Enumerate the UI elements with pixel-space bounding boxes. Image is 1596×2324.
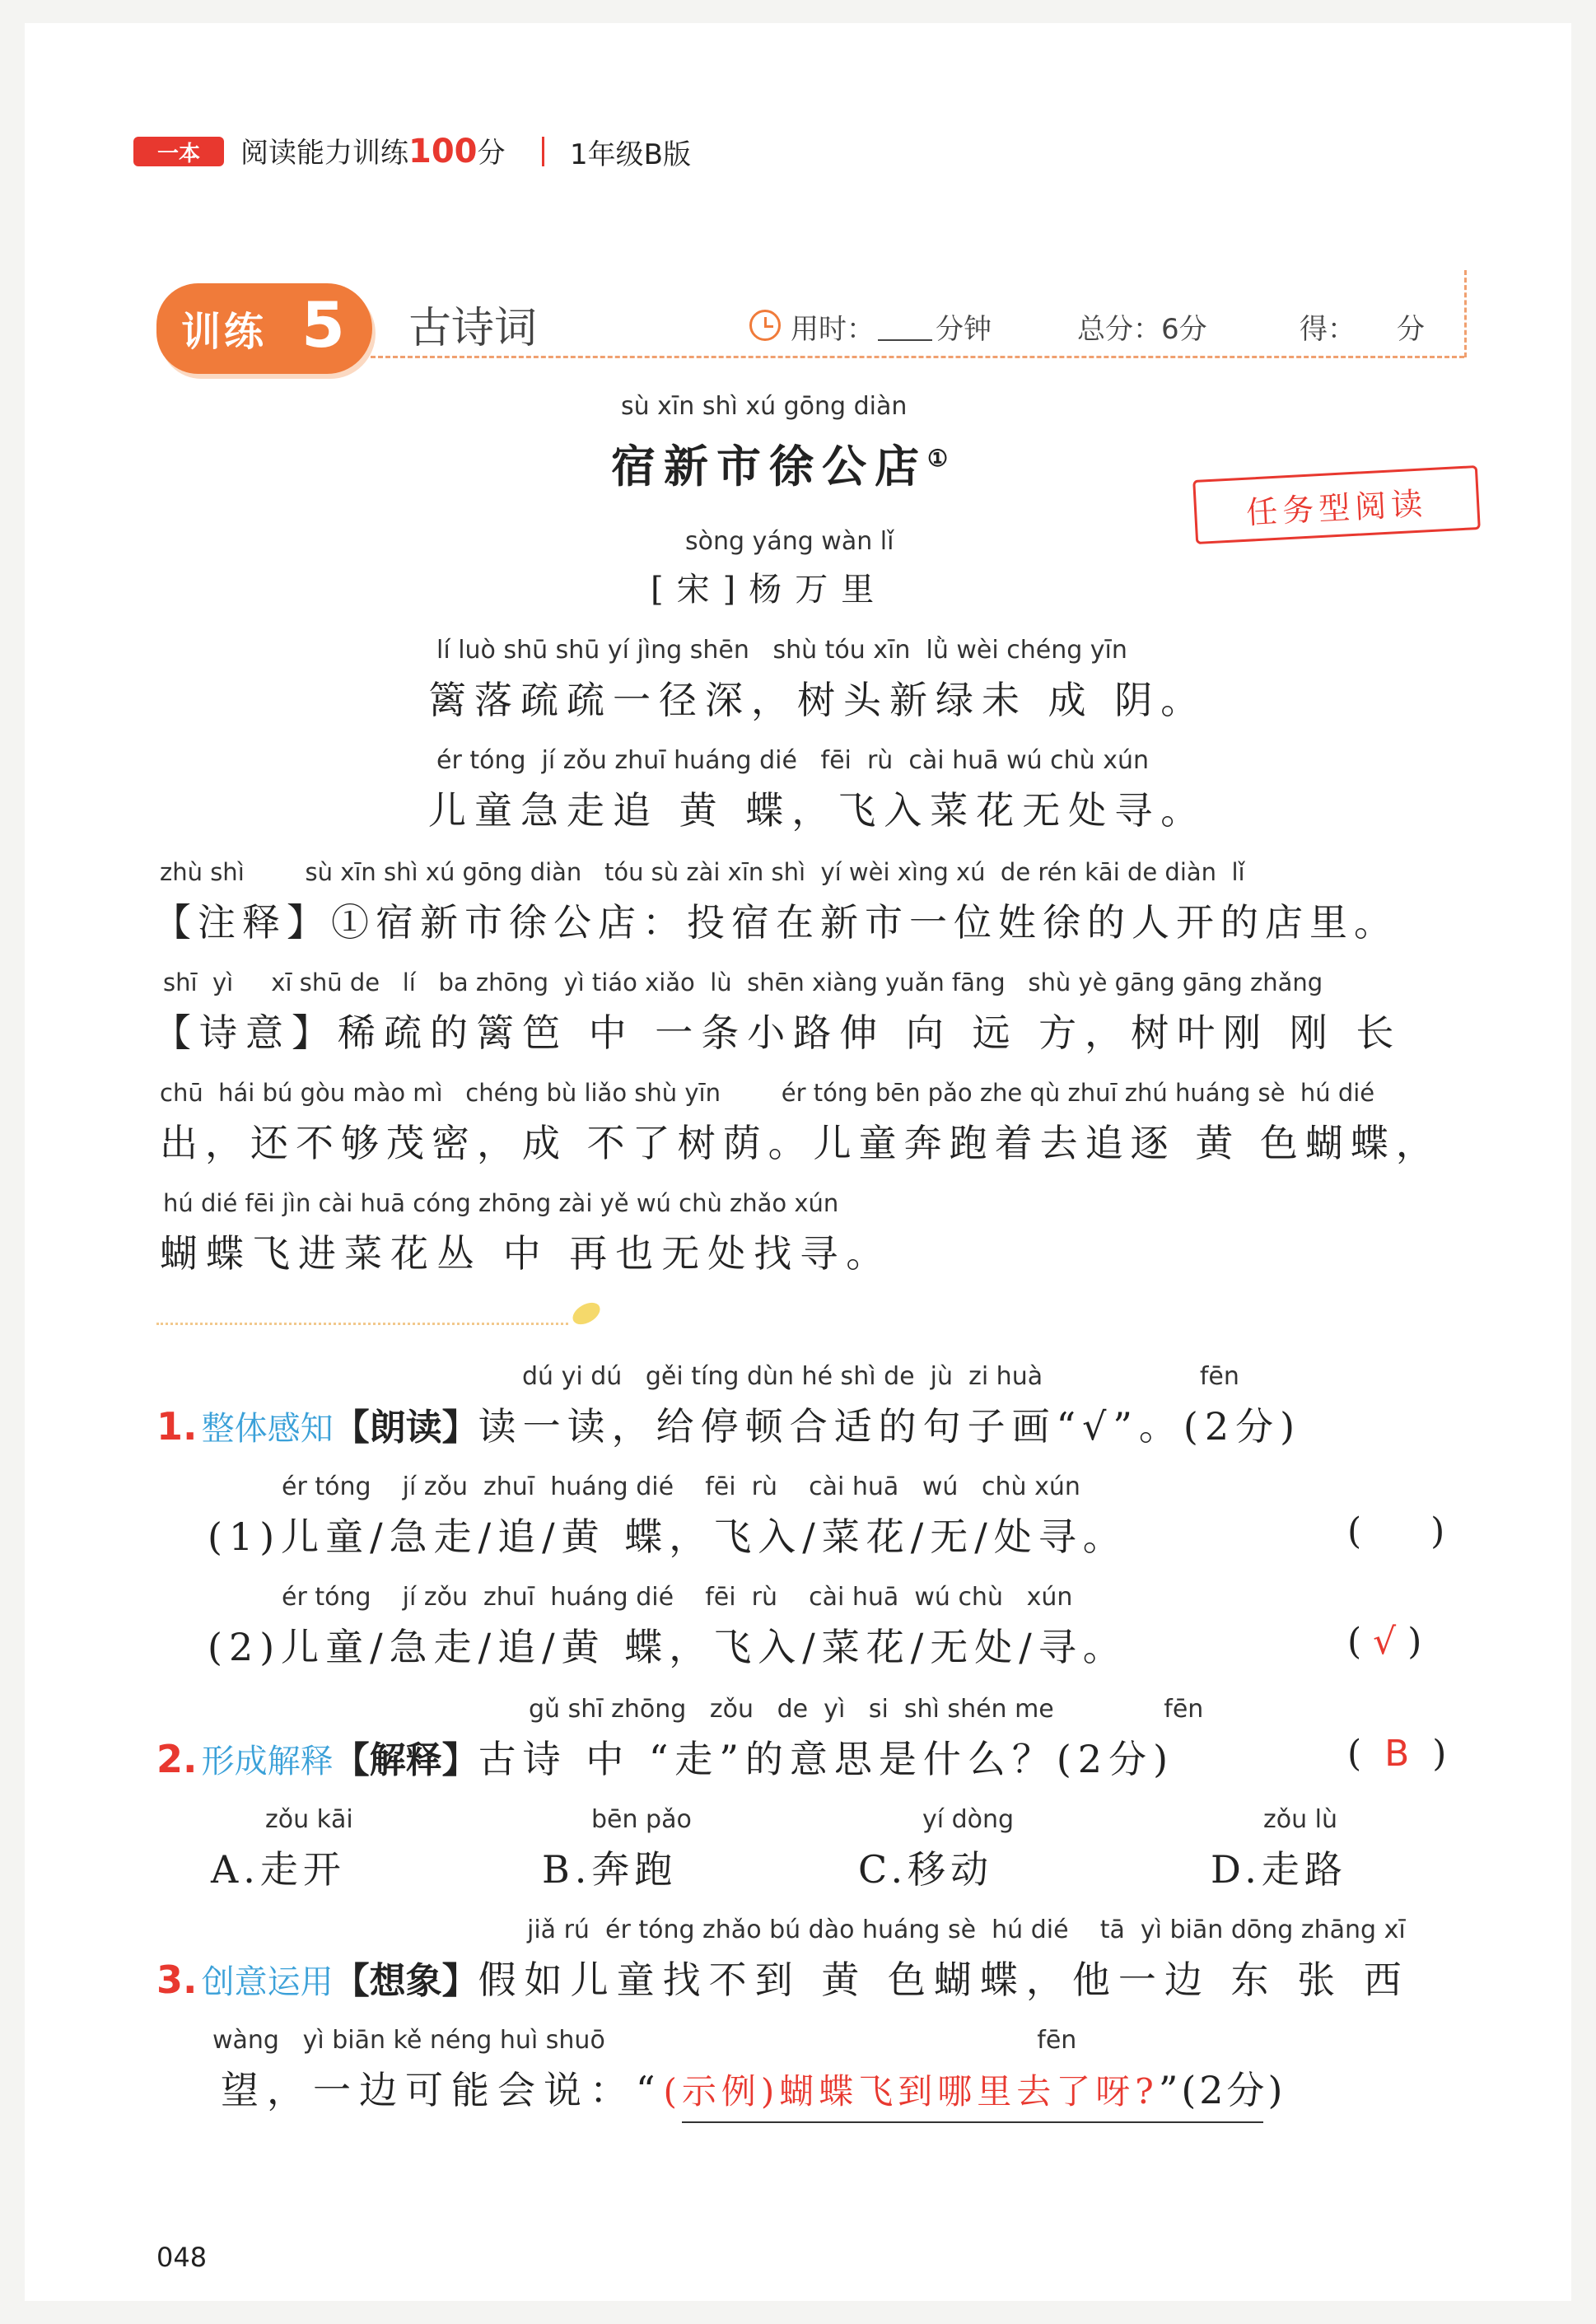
meaning-line-1: 【诗意】稀疏的篱笆 中 一条小路伸 向 远 方，树叶刚 刚 长 [153, 1010, 1402, 1055]
poem-author: [宋]杨万里 [651, 571, 888, 609]
time-label: 用时： [791, 313, 875, 346]
q2-number: 2. [156, 1737, 198, 1781]
q3-tag: 【想象】 [333, 1960, 478, 2002]
poem-line2-pinyin: ér tóng jí zǒu zhuī huáng dié fēi rù cài huā wú chù xún [436, 746, 1149, 775]
q3-answer[interactable]: (示例)蝴蝶飞到哪里去了呀? [663, 2071, 1159, 2112]
reading-type-stamp: 任务型阅读 [1192, 465, 1481, 544]
time-unit: 分钟 [936, 313, 992, 346]
q3-text-2-prefix: 望，一边可能会说：“ [221, 2068, 664, 2112]
poem-title-text: 宿新市徐公店 [611, 440, 927, 492]
header-dashed-line [371, 356, 1464, 358]
poem-author-pinyin: sòng yáng wàn lǐ [685, 527, 894, 556]
section-name: 古诗词 [408, 304, 538, 353]
workbook-page [25, 23, 1571, 2301]
training-number: 5 [301, 288, 345, 362]
q2-option-d-pinyin: zǒu lù [1263, 1805, 1337, 1834]
series-title [240, 130, 506, 170]
score-got-label: 得： [1300, 313, 1356, 346]
q1-option1-pinyin: ér tóng jí zǒu zhuī huáng dié fēi rù cài huā wú chù xún [282, 1472, 1080, 1501]
q2-answer: B [1384, 1733, 1410, 1775]
meaning-pinyin-1: shī yì xī shū de lí ba zhōng yì tiáo xiǎo lù shēn xiàng yuǎn fāng shù yè gāng gāng zhǎng [163, 968, 1323, 996]
q2-option-b-pinyin: bēn pǎo [591, 1805, 692, 1834]
note-text: 【注释】①宿新市徐公店：投宿在新市一位姓徐的人开的店里。 [153, 900, 1398, 945]
q2-category: 形成解释 [201, 1743, 334, 1780]
q2-option-d[interactable]: D.走路 [1211, 1847, 1347, 1892]
q2-option-c[interactable]: C.移动 [858, 1847, 994, 1892]
page-number: 048 [156, 2242, 208, 2273]
q3-pinyin: jiǎ rú ér tóng zhǎo bú dào huáng sè hú dié tā yì biān dōng zhāng xī [527, 1916, 1406, 1944]
q3-number: 3. [156, 1958, 198, 2002]
clock-icon [749, 310, 781, 341]
leaf-icon [569, 1298, 604, 1328]
q1-pinyin: dú yi dú gěi tíng dùn hé shì de jù zi huà fēn [522, 1362, 1239, 1391]
q3-text-2-suffix: ”(2分) [1158, 2068, 1286, 2112]
question-1 [156, 1397, 1301, 1451]
question-2 [156, 1729, 1174, 1784]
q2-option-b[interactable]: B.奔跑 [542, 1847, 678, 1892]
training-label: 训练 [181, 309, 268, 355]
q1-tag: 【朗读】 [333, 1407, 478, 1449]
header-dashed-edge [1464, 270, 1467, 357]
q1-category: 整体感知 [201, 1410, 334, 1448]
q3-answer-line [221, 2060, 1286, 2115]
q1-option2-answer: √ [1373, 1621, 1397, 1663]
q3-text: 假如儿童找不到 黄 色蝴蝶，他一边 东 张 西 [478, 1958, 1410, 2002]
meaning-line-2: 出，还不够茂密，成 不了树荫。儿童奔跑着去追逐 黄 色蝴蝶， [160, 1121, 1441, 1165]
q2-pinyin: gǔ shī zhōng zǒu de yì si shì shén me fēn [529, 1695, 1204, 1724]
q3-answer-underline [682, 2121, 1263, 2123]
total-score: 总分：6分 [1077, 313, 1207, 346]
poem-title-pinyin: sù xīn shì xú gōng diàn [621, 392, 908, 421]
meaning-pinyin-3: hú dié fēi jìn cài huā cóng zhōng zài yě wú chù zhǎo xún [163, 1189, 839, 1217]
section-divider [156, 1323, 568, 1325]
q1-number: 1. [156, 1404, 198, 1449]
q2-tag: 【解释】 [333, 1739, 478, 1781]
q1-option2-answer-box[interactable]: ( √ ) [1347, 1621, 1422, 1663]
score-got-unit: 分 [1397, 313, 1425, 346]
series-number: 100 [408, 133, 478, 170]
meaning-pinyin-2: chū hái bú gòu mào mì chéng bù liǎo shù yīn ér tóng bēn pǎo zhe qù zhuī zhú huáng sè hú dié [160, 1079, 1375, 1107]
poem-line2: 儿童急走追 黄 蝶，飞入菜花无处寻。 [428, 788, 1207, 833]
header-divider [542, 137, 544, 166]
q3-pinyin-2: wàng yì biān kě néng huì shuō fēn [212, 2026, 1077, 2055]
series-suffix: 分 [477, 137, 506, 170]
poem-line1: 篱落疏疏一径深，树头新绿未 成 阴。 [428, 678, 1207, 722]
q1-option1-answer-box[interactable]: ( ) [1347, 1510, 1445, 1552]
q1-option1: (1)儿童/急走/追/黄 蝶，飞入/菜花/无/处寻。 [208, 1514, 1127, 1559]
poem-title [611, 432, 956, 495]
note-pinyin: zhù shì sù xīn shì xú gōng diàn tóu sù zài xīn shì yí wèi xìng xú de rén kāi de diàn lǐ [160, 858, 1245, 886]
series-prefix: 阅读能力训练 [240, 137, 408, 170]
poem-title-note-mark: ① [927, 445, 957, 472]
time-blank[interactable] [878, 339, 932, 341]
meaning-line-3: 蝴蝶飞进菜花丛 中 再也无处找寻。 [160, 1231, 893, 1276]
poem-line1-pinyin: lí luò shū shū yí jìng shēn shù tóu xīn lǜ wèi chéng yīn [436, 636, 1127, 665]
q2-option-c-pinyin: yí dòng [922, 1805, 1015, 1834]
grade-label: 1年级B版 [570, 138, 691, 171]
q2-text: 古诗 中 “走”的意思是什么？(2分) [478, 1737, 1175, 1781]
q1-text: 读一读，给停顿合适的句子画“√”。(2分) [478, 1404, 1302, 1449]
q2-option-a-pinyin: zǒu kāi [265, 1805, 353, 1834]
q3-category: 创意运用 [201, 1963, 334, 2001]
q1-option2: (2)儿童/急走/追/黄 蝶，飞入/菜花/无处/寻。 [208, 1625, 1127, 1669]
q2-answer-box[interactable]: ( B ) [1347, 1733, 1447, 1775]
q2-option-a[interactable]: A.走开 [211, 1847, 346, 1892]
q1-option2-pinyin: ér tóng jí zǒu zhuī huáng dié fēi rù cài huā wú chù xún [282, 1583, 1073, 1612]
question-3 [156, 1950, 1410, 2004]
brand-logo: 一本 [133, 137, 224, 166]
